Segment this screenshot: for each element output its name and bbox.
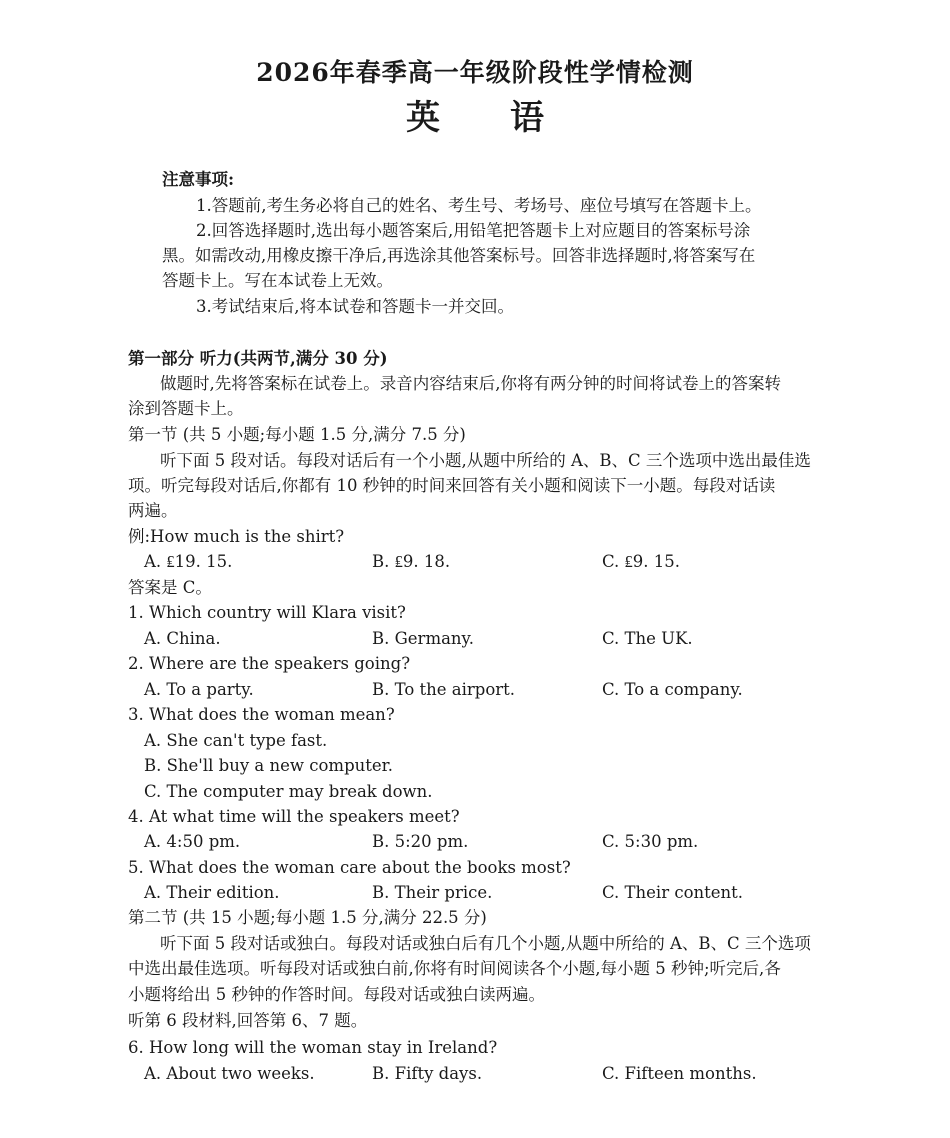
question-1-option-b: B. Germany. bbox=[372, 629, 474, 648]
section1-instr-line1: 听下面 5 段对话。每段对话后有一个小题,从题中所给的 A、B、C 三个选项中选出最佳选 bbox=[160, 451, 811, 470]
notes-heading: 注意事项: bbox=[162, 170, 235, 189]
notes-item-3: 3.考试结束后,将本试卷和答题卡一并交回。 bbox=[196, 297, 514, 316]
question-5-option-b: B. Their price. bbox=[372, 883, 493, 902]
section1-instr-line2: 项。听完每段对话后,你都有 10 秒钟的时间来回答有关小题和阅读下一小题。每段对话读 bbox=[128, 476, 776, 495]
question-5-option-c: C. Their content. bbox=[602, 883, 744, 902]
question-4-option-a: A. 4:50 pm. bbox=[144, 832, 241, 851]
question-6-option-a: A. About two weeks. bbox=[144, 1064, 315, 1083]
section1-instr-line3: 两遍。 bbox=[128, 501, 178, 520]
section2-instr-line1: 听下面 5 段对话或独白。每段对话或独白后有几个小题,从题中所给的 A、B、C 三个选项 bbox=[160, 934, 811, 953]
question-1: 1. Which country will Klara visit? bbox=[128, 603, 406, 622]
example-option-b: B. ₤9. 18. bbox=[372, 552, 451, 571]
question-2: 2. Where are the speakers going? bbox=[128, 654, 411, 673]
question-1-option-c: C. The UK. bbox=[602, 629, 693, 648]
notes-item-2-line3: 答题卡上。写在本试卷上无效。 bbox=[162, 271, 393, 290]
subject-char-1: 英 bbox=[406, 98, 440, 138]
question-2-option-a: A. To a party. bbox=[144, 680, 254, 699]
question-3: 3. What does the woman mean? bbox=[128, 705, 395, 724]
subject-title bbox=[0, 96, 950, 140]
example-option-a: A. ₤19. 15. bbox=[144, 552, 233, 571]
exam-title: 2026年春季高一年级阶段性学情检测 bbox=[256, 58, 694, 87]
question-5: 5. What does the woman care about the books most? bbox=[128, 858, 571, 877]
question-4: 4. At what time will the speakers meet? bbox=[128, 807, 460, 826]
section1-heading: 第一节 (共 5 小题;每小题 1.5 分,满分 7.5 分) bbox=[128, 425, 466, 444]
notes-item-2-line1: 2.回答选择题时,选出每小题答案后,用铅笔把答题卡上对应题目的答案标号涂 bbox=[196, 221, 751, 240]
section2-instr-line3: 小题将给出 5 秒钟的作答时间。每段对话或独白读两遍。 bbox=[128, 985, 545, 1004]
question-6-option-b: B. Fifty days. bbox=[372, 1064, 483, 1083]
notes-item-2-line2: 黑。如需改动,用橡皮擦干净后,再选涂其他答案标号。回答非选择题时,将答案写在 bbox=[162, 246, 756, 265]
question-3-option-b: B. She'll buy a new computer. bbox=[144, 756, 393, 775]
question-3-option-a: A. She can't type fast. bbox=[144, 731, 328, 750]
material-6-instruction: 听第 6 段材料,回答第 6、7 题。 bbox=[128, 1011, 368, 1030]
example-option-c: C. ₤9. 15. bbox=[602, 552, 681, 571]
question-3-option-c: C. The computer may break down. bbox=[144, 782, 433, 801]
question-6: 6. How long will the woman stay in Ireland? bbox=[128, 1038, 498, 1057]
part1-intro-line2: 涂到答题卡上。 bbox=[128, 399, 244, 418]
subject-char-2: 语 bbox=[510, 98, 544, 138]
question-1-option-a: A. China. bbox=[144, 629, 221, 648]
part1-intro-line1: 做题时,先将答案标在试卷上。录音内容结束后,你将有两分钟的时间将试卷上的答案转 bbox=[160, 374, 781, 393]
question-4-option-c: C. 5:30 pm. bbox=[602, 832, 699, 851]
question-2-option-c: C. To a company. bbox=[602, 680, 743, 699]
question-4-option-b: B. 5:20 pm. bbox=[372, 832, 469, 851]
question-2-option-b: B. To the airport. bbox=[372, 680, 516, 699]
question-6-option-c: C. Fifteen months. bbox=[602, 1064, 757, 1083]
section2-heading: 第二节 (共 15 小题;每小题 1.5 分,满分 22.5 分) bbox=[128, 908, 487, 927]
example-answer: 答案是 C。 bbox=[128, 578, 212, 597]
part1-heading: 第一部分 听力(共两节,满分 30 分) bbox=[128, 349, 388, 368]
notes-item-1: 1.答题前,考生务必将自己的姓名、考生号、考场号、座位号填写在答题卡上。 bbox=[196, 196, 762, 215]
example-question: 例:How much is the shirt? bbox=[128, 527, 345, 546]
question-5-option-a: A. Their edition. bbox=[144, 883, 280, 902]
section2-instr-line2: 中选出最佳选项。听每段对话或独白前,你将有时间阅读各个小题,每小题 5 秒钟;听完后,各 bbox=[128, 959, 781, 978]
